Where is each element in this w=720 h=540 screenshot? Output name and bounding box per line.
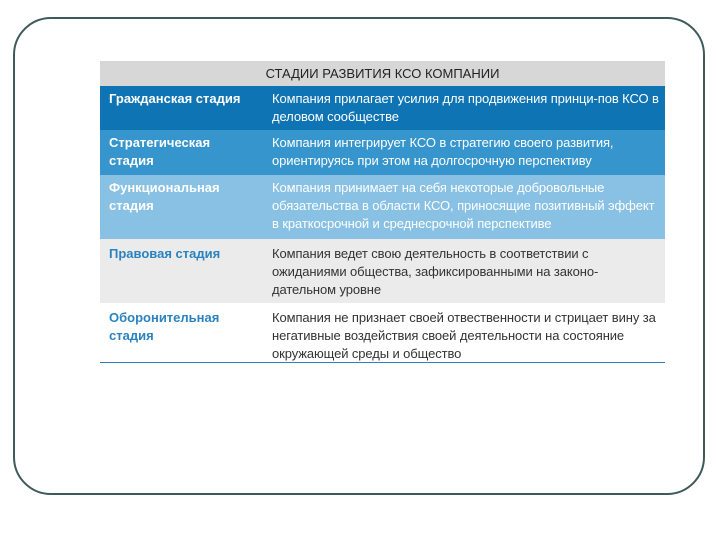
stage-name: Функциональная стадия: [109, 180, 220, 213]
stage-description: Компания принимает на себя некоторые добровольные обязательства в области КСО, приносящие позитивный эффект в краткосрочной и среднесрочной перспективе: [272, 180, 655, 231]
stage-description: Компания ведет свою деятельность в соответствии с ожиданиями общества, зафиксированными на законо-дательном уровне: [272, 246, 599, 297]
stage-name: Стратегическая стадия: [109, 135, 211, 168]
table-row: [100, 175, 665, 239]
table-title: СТАДИИ РАЗВИТИЯ КСО КОМПАНИИ: [100, 61, 665, 86]
stage-name: Правовая стадия: [109, 246, 221, 261]
table-row: [100, 86, 665, 130]
stage-description: Компания прилагает усилия для продвижения принци-пов КСО в деловом сообществе: [272, 91, 659, 124]
stage-description: Компания интегрирует КСО в стратегию своего развития, ориентируясь при этом на долгосрочную перспективу: [272, 135, 614, 168]
table-row: [100, 239, 665, 303]
stage-description: Компания не признает своей отвественности и стрицает вину за негативные воздействия своей деятельности на состояние окружающей среды и общество: [272, 310, 656, 361]
table-row: [100, 303, 665, 363]
table-row: [100, 130, 665, 175]
stage-name: Гражданская стадия: [109, 91, 241, 106]
stage-name: Оборонительная стадия: [109, 310, 220, 343]
csr-stages-table: [100, 61, 665, 363]
